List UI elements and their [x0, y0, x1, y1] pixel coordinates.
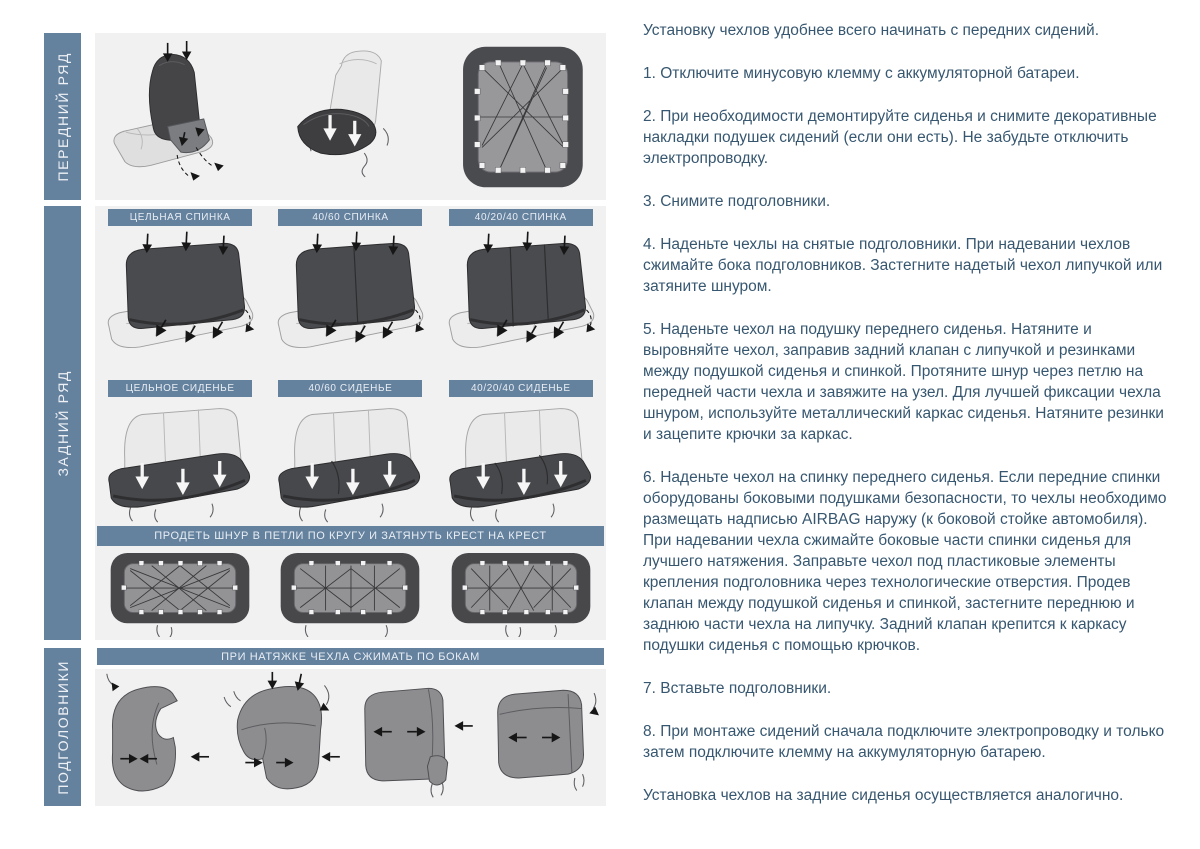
tag-seat-solid: ЦЕЛЬНОЕ СИДЕНЬЕ — [108, 380, 252, 397]
step-1: 1. Отключите минусовую клемму с аккумуляторной батареи. — [643, 65, 1080, 82]
step-6: 6. Наденьте чехол на спинку переднего сиденья. Если передние спинки оборудованы боковыми подушками безопасности, то чехлы необходимо размещать надписью AIRBAG наружу (к боковой стойке автомобиля). При надевании чехла сжимайте боковые части спинки сиденья для лучшего натяжения. Заправьте чехол под пластиковые элементы крепления подголовника через технологические отверстия. Продев клапан между подушкой сиденья и спинкой, застегните переднюю и заднюю части чехла на липучку. Задний клапан крепится к каркасу подушки сиденья с помощью крючков. — [643, 469, 1167, 654]
headrests-label: ПОДГОЛОВНИКИ — [54, 659, 71, 795]
front-row-label: ПЕРЕДНИЙ РЯД — [54, 51, 71, 182]
step-7: 7. Вставьте подголовники. — [643, 680, 832, 697]
outro-paragraph: Установка чехлов на задние сиденья осуществляется аналогично. — [643, 787, 1124, 804]
bench-backrest-40-20-40-illustration — [438, 229, 604, 377]
step-8: 8. При монтаже сидений сначала подключите электропроводку и только затем подключите клемму на аккумуляторную батарею. — [643, 723, 1165, 761]
sidebar-label-rear-row — [44, 206, 81, 640]
headrest-cover-step-3-illustration — [347, 670, 478, 805]
headrest-cover-step-1-illustration — [95, 670, 216, 805]
cushion-tag-row — [95, 379, 606, 398]
lacing-banner: ПРОДЕТЬ ШНУР В ПЕТЛИ ПО КРУГУ И ЗАТЯНУТЬ КРЕСТ НА КРЕСТ — [97, 526, 604, 546]
tag-seat-40-20-40: 40/20/40 СИДЕНЬЕ — [449, 380, 593, 397]
headrests-banner: ПРИ НАТЯЖКЕ ЧЕХЛА СЖИМАТЬ ПО БОКАМ — [97, 648, 604, 665]
cushion-underside-lacing-2-illustration — [267, 547, 433, 637]
step-5: 5. Наденьте чехол на подушку переднего сиденья. Натяните и выровняйте чехол, заправив задний клапан с липучкой и резинками между подушкой сиденья и спинкой. Протяните шнур через петлю на передней части чехла и завяжите на узел. Для лучшей фиксации чехла шнуром, используйте металлический каркас сиденья. Натяните резинки и зацепите крючки за каркас. — [643, 321, 1164, 443]
bench-backrest-40-60-illustration — [267, 229, 433, 377]
section-headrests — [44, 648, 606, 806]
bench-cushion-row — [95, 398, 606, 526]
step-2: 2. При необходимости демонтируйте сиденья и снимите декоративные накладки подушек сидений (если они есть). Не забудьте отключить электропроводку. — [643, 108, 1157, 167]
tag-back-40-20-40: 40/20/40 СПИНКА — [449, 209, 593, 226]
bench-cushion-40-60-illustration — [267, 399, 433, 525]
diagram-column — [44, 33, 606, 806]
front-row-panel — [95, 33, 606, 200]
step-3: 3. Снимите подголовники. — [643, 193, 831, 210]
section-front-row — [44, 33, 606, 200]
tag-back-solid: ЦЕЛЬНАЯ СПИНКА — [108, 209, 252, 226]
front-seat-backrest-cover-illustration — [99, 41, 261, 193]
step-4: 4. Наденьте чехлы на снятые подголовники. При надевании чехлов сжимайте бока подголовников. Застегните надетый чехол липучкой или затяните шнуром. — [643, 236, 1163, 295]
seatback-frame-lacing-illustration — [440, 41, 602, 193]
backrest-tag-row — [95, 208, 606, 227]
bench-cushion-40-20-40-illustration — [438, 399, 604, 525]
intro-paragraph: Установку чехлов удобнее всего начинать с передних сидений. — [643, 22, 1100, 39]
headrest-cover-step-4-illustration — [478, 670, 609, 805]
instructions-column — [643, 20, 1175, 828]
headrests-panel — [95, 669, 606, 806]
bench-backrest-solid-illustration — [97, 229, 263, 377]
tag-seat-40-60: 40/60 СИДЕНЬЕ — [278, 380, 422, 397]
section-rear-row — [44, 206, 606, 640]
rear-row-label: ЗАДНИЙ РЯД — [54, 369, 71, 477]
rear-row-panel — [95, 206, 606, 640]
cushion-underside-lacing-3-illustration — [438, 547, 604, 637]
headrest-cover-step-2-illustration — [216, 670, 347, 805]
tag-back-40-60: 40/60 СПИНКА — [278, 209, 422, 226]
bench-backrest-row — [95, 227, 606, 379]
sidebar-label-headrests — [44, 648, 81, 806]
sidebar-label-front-row — [44, 33, 81, 200]
bench-cushion-solid-illustration — [97, 399, 263, 525]
cushion-underside-lacing-1-illustration — [97, 547, 263, 637]
front-seat-cushion-cover-illustration — [269, 41, 431, 193]
cushion-lacing-row — [95, 546, 606, 638]
headrests-right — [95, 648, 606, 806]
